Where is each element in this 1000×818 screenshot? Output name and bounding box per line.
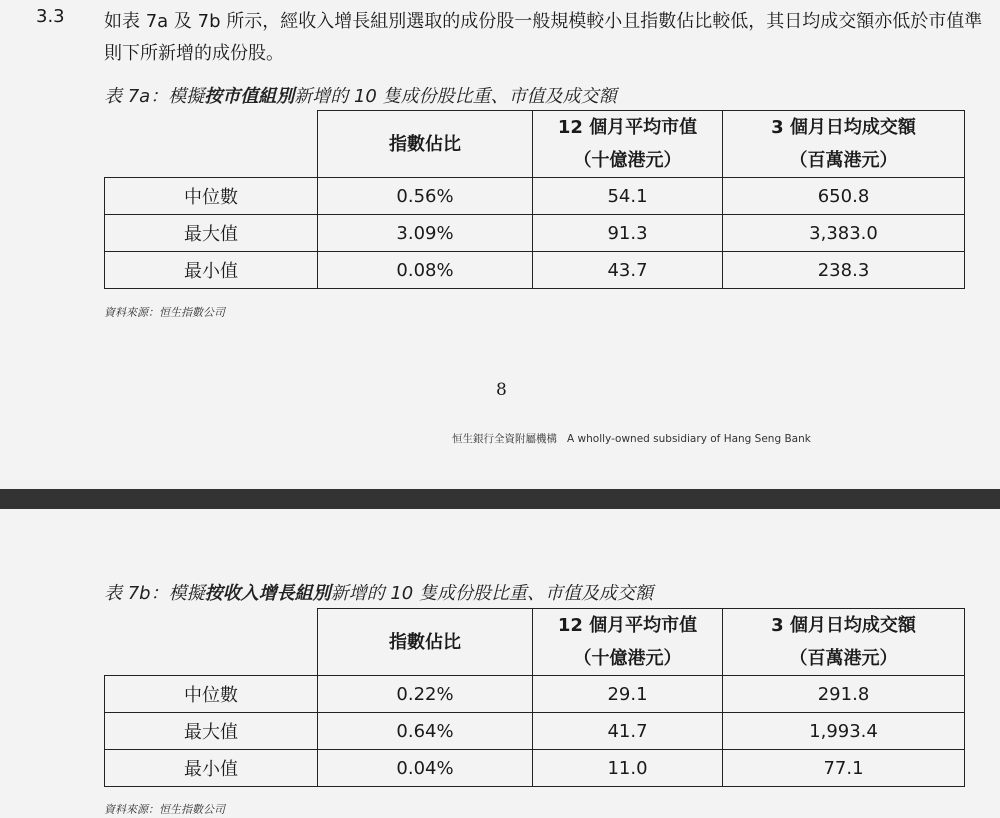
header-market-cap bbox=[533, 111, 723, 178]
cell-weight: 0.04% bbox=[318, 750, 533, 787]
cell-market-cap: 29.1 bbox=[533, 676, 723, 713]
cell-market-cap: 43.7 bbox=[533, 252, 723, 289]
table-row bbox=[105, 178, 965, 215]
cell-weight: 0.56% bbox=[318, 178, 533, 215]
header-market-cap bbox=[533, 609, 723, 676]
header-unit: （十億港元） bbox=[573, 648, 682, 669]
cell-market-cap: 91.3 bbox=[533, 215, 723, 252]
cell-market-cap: 41.7 bbox=[533, 713, 723, 750]
page-number: 8 bbox=[496, 380, 507, 400]
table-row bbox=[105, 750, 965, 787]
header-unit: （百萬港元） bbox=[789, 648, 898, 669]
table-row bbox=[105, 215, 965, 252]
table-row bbox=[105, 676, 965, 713]
cell-turnover: 291.8 bbox=[723, 676, 965, 713]
row-label: 中位數 bbox=[105, 676, 318, 713]
header-turnover bbox=[723, 111, 965, 178]
cell-turnover: 3,383.0 bbox=[723, 215, 965, 252]
page-footer: 恒生銀行全資附屬機構 A wholly-owned subsidiary of Hang Seng Bank bbox=[452, 433, 811, 445]
header-unit: （十億港元） bbox=[573, 150, 682, 171]
header-line: 3 個月日均成交額 bbox=[771, 615, 916, 636]
table-row bbox=[105, 713, 965, 750]
table-7a bbox=[104, 110, 965, 289]
row-label: 最小值 bbox=[105, 252, 318, 289]
header-line: 12 個月平均市值 bbox=[557, 615, 698, 636]
header-blank-cell bbox=[105, 111, 318, 178]
page-bottom bbox=[0, 509, 1000, 818]
caption-suffix: 新增的 10 隻成份股比重、市值及成交額 bbox=[294, 86, 617, 107]
caption-bold: 按市值組別 bbox=[204, 86, 295, 107]
caption-bold: 按收入增長組別 bbox=[204, 583, 331, 604]
row-label: 最大值 bbox=[105, 215, 318, 252]
header-blank-cell bbox=[105, 609, 318, 676]
cell-weight: 0.22% bbox=[318, 676, 533, 713]
header-turnover bbox=[723, 609, 965, 676]
caption-suffix: 新增的 10 隻成份股比重、市值及成交額 bbox=[330, 583, 653, 604]
cell-turnover: 1,993.4 bbox=[723, 713, 965, 750]
cell-turnover: 238.3 bbox=[723, 252, 965, 289]
cell-market-cap: 54.1 bbox=[533, 178, 723, 215]
table-7a-source: 資料來源：恒生指數公司 bbox=[104, 306, 225, 319]
cell-weight: 3.09% bbox=[318, 215, 533, 252]
cell-weight: 0.64% bbox=[318, 713, 533, 750]
header-index-weight: 指數佔比 bbox=[318, 609, 533, 676]
cell-turnover: 77.1 bbox=[723, 750, 965, 787]
row-label: 最小值 bbox=[105, 750, 318, 787]
header-index-weight: 指數佔比 bbox=[318, 111, 533, 178]
cell-market-cap: 11.0 bbox=[533, 750, 723, 787]
header-unit: （百萬港元） bbox=[789, 150, 898, 171]
row-label: 中位數 bbox=[105, 178, 318, 215]
table-7b-caption bbox=[104, 579, 653, 605]
table-header-row bbox=[105, 111, 965, 178]
caption-prefix: 表 7b：模擬 bbox=[104, 583, 205, 604]
section-number: 3.3 bbox=[36, 6, 65, 27]
header-line: 3 個月日均成交額 bbox=[771, 117, 916, 138]
section-paragraph: 如表 7a 及 7b 所示，經收入增長組別選取的成份股一般規模較小且指數佔比較低，其日均成交額亦低於市值準則下所新增的成份股。 bbox=[104, 11, 983, 64]
table-7b-source: 資料來源：恒生指數公司 bbox=[104, 803, 225, 816]
table-row bbox=[105, 252, 965, 289]
page-separator bbox=[0, 489, 1000, 509]
table-7b bbox=[104, 608, 965, 787]
table-7a-caption bbox=[104, 82, 617, 108]
header-line: 12 個月平均市值 bbox=[557, 117, 698, 138]
caption-prefix: 表 7a：模擬 bbox=[104, 86, 205, 107]
cell-turnover: 650.8 bbox=[723, 178, 965, 215]
row-label: 最大值 bbox=[105, 713, 318, 750]
table-header-row bbox=[105, 609, 965, 676]
cell-weight: 0.08% bbox=[318, 252, 533, 289]
